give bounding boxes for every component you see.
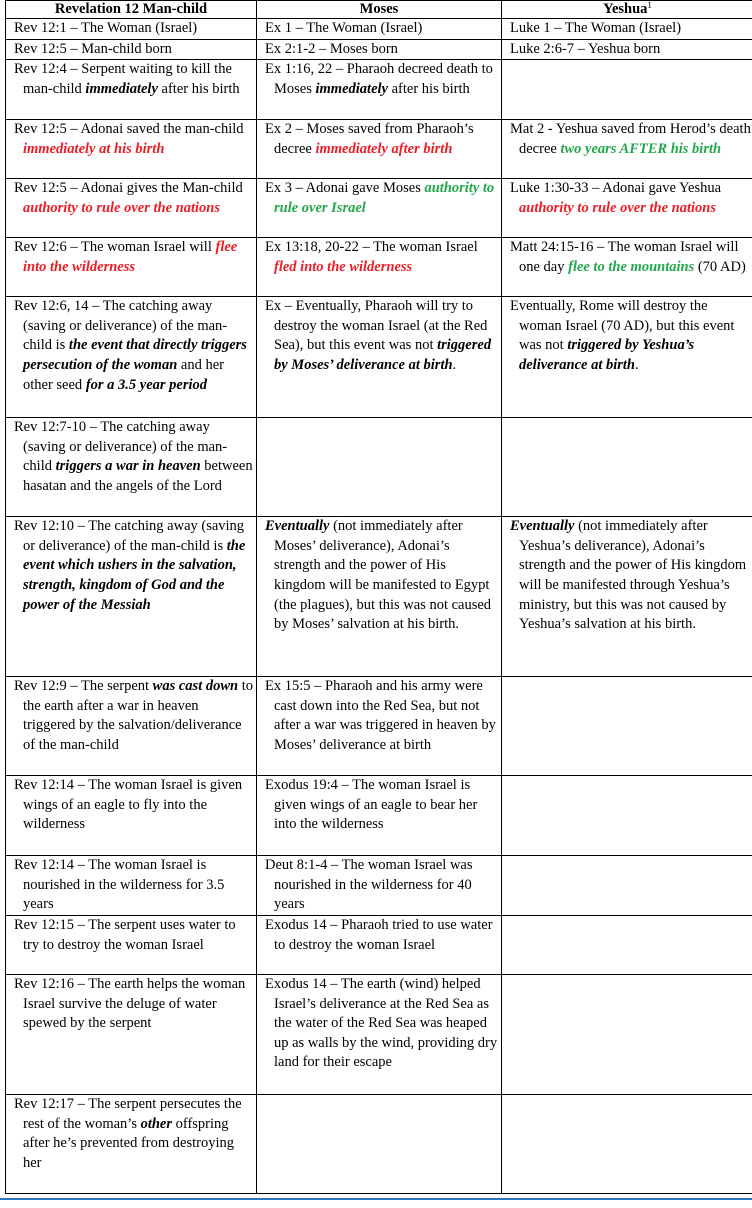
table-body — [6, 19, 752, 1194]
page-bottom-rule — [0, 1198, 752, 1200]
cell-moses — [257, 915, 502, 974]
header-row — [6, 1, 752, 19]
cell-yeshua — [502, 238, 752, 297]
emphasis-text: was cast down — [152, 678, 239, 695]
cell-text: Exodus 14 – The earth (wind) helped Israel’s deliverance at the Red Sea as the water of the Red Sea was heaped up as walls by the wind, providing dry land for their escape — [265, 975, 498, 1071]
emphasis-text: triggered by Yeshua’s deliverance at birth — [519, 337, 695, 373]
cell-moses — [257, 120, 502, 179]
emphasis-text: flee into the wilderness — [23, 239, 238, 275]
cell-text: Exodus 14 – Pharaoh tried to use water to destroy the woman Israel — [265, 916, 493, 953]
cell-yeshua — [502, 915, 752, 974]
emphasis-text: two years AFTER his birth — [560, 140, 722, 157]
cell-text: and her other seed — [23, 356, 224, 393]
cell-revelation — [6, 776, 257, 856]
cell-text: Ex 3 – Adonai gave Moses — [265, 180, 425, 197]
emphasis-text: authority to rule over the nations — [519, 199, 716, 216]
cell-text: Eventually, Rome will destroy the woman Israel (70 AD), but this event was not — [510, 298, 735, 354]
emphasis-text: Eventually — [510, 518, 575, 535]
cell-yeshua — [502, 776, 752, 856]
cell-revelation — [6, 677, 257, 776]
cell-moses — [257, 297, 502, 418]
cell-moses — [257, 39, 502, 60]
emphasis-text: flee to the mountains — [568, 258, 695, 275]
cell-text: after his birth — [157, 80, 240, 97]
cell-text: (not immediately after Moses’ deliverance), Adonai’s strength and the power of His kingdom will be manifested to Egypt (the plagues), but this was not caused by Moses’ salvation at his birth. — [274, 518, 492, 633]
cell-moses — [257, 238, 502, 297]
cell-text: Ex 2 – Moses saved from Pharaoh’s decree — [265, 121, 474, 157]
cell-text: Luke 2:6-7 – Yeshua born — [510, 40, 661, 57]
cell-text: to the earth after a war in heaven triggered by the salvation/deliverance of the man-child — [23, 678, 253, 753]
table-row — [6, 418, 752, 517]
cell-moses — [257, 179, 502, 238]
cell-text: (70 AD) — [694, 258, 746, 275]
cell-text: Ex 13:18, 20-22 – The woman Israel — [265, 239, 478, 256]
table-row — [6, 179, 752, 238]
cell-text: between hasatan and the angels of the Lord — [23, 458, 253, 494]
cell-revelation — [6, 297, 257, 418]
cell-revelation — [6, 179, 257, 238]
header-revelation: Revelation 12 Man-child — [6, 1, 257, 19]
cell-text: after his birth — [387, 80, 470, 97]
cell-text: Ex – Eventually, Pharaoh will try to destroy the woman Israel (at the Red Sea), but this event was not — [265, 298, 488, 354]
table-row — [6, 60, 752, 120]
cell-text: Rev 12:15 – The serpent uses water to try to destroy the woman Israel — [14, 916, 236, 953]
cell-yeshua — [502, 418, 752, 517]
emphasis-text: for a 3.5 year period — [85, 376, 208, 393]
cell-revelation — [6, 915, 257, 974]
emphasis-text: the event that directly triggers persecution of the woman — [23, 337, 247, 373]
table-row — [6, 19, 752, 40]
emphasis-text: immediately — [85, 80, 158, 97]
cell-moses — [257, 776, 502, 856]
emphasis-text: immediately at his birth — [23, 140, 165, 157]
cell-text: Rev 12:17 – The serpent persecutes the rest of the woman’s — [14, 1095, 242, 1132]
cell-revelation — [6, 974, 257, 1094]
cell-revelation — [6, 418, 257, 517]
emphasis-text: authority to rule over Israel — [274, 180, 495, 216]
cell-revelation — [6, 120, 257, 179]
cell-text: Rev 12:5 – Adonai gives the Man-child — [14, 180, 243, 197]
cell-text: Ex 2:1-2 – Moses born — [265, 40, 398, 57]
table-row — [6, 974, 752, 1094]
cell-revelation — [6, 238, 257, 297]
cell-revelation — [6, 19, 257, 40]
comparison-table — [5, 0, 752, 1194]
cell-yeshua — [502, 120, 752, 179]
table-row — [6, 238, 752, 297]
emphasis-text: triggered by Moses’ deliverance at birth — [274, 337, 492, 373]
header-yeshua — [502, 1, 752, 19]
cell-moses — [257, 677, 502, 776]
cell-text: Deut 8:1-4 – The woman Israel was nourished in the wilderness for 40 years — [265, 857, 473, 913]
cell-text: Rev 12:16 – The earth helps the woman Israel survive the deluge of water spewed by the serpent — [14, 975, 246, 1032]
cell-text: (not immediately after Yeshua’s deliverance), Adonai’s strength and the power of His kingdom will be manifested through Yeshua’s ministry, but this was not caused by Yeshua’s salvation at his birth. — [519, 518, 747, 633]
emphasis-text: other — [140, 1115, 173, 1132]
header-yeshua-label: Yeshua — [603, 1, 648, 17]
footnote-marker: 1 — [647, 0, 652, 10]
emphasis-text: fled into the wilderness — [274, 258, 413, 275]
cell-text: Rev 12:7-10 – The catching away (saving or deliverance) of the man-child — [14, 419, 228, 475]
cell-moses — [257, 517, 502, 677]
cell-revelation — [6, 39, 257, 60]
emphasis-text: Eventually — [265, 518, 330, 535]
cell-yeshua — [502, 974, 752, 1094]
cell-text: Rev 12:6 – The woman Israel will — [14, 239, 216, 256]
table-row — [6, 915, 752, 974]
cell-text: . — [635, 356, 639, 373]
cell-text: Rev 12:10 – The catching away (saving or deliverance) of the man-child is — [14, 518, 245, 554]
cell-moses — [257, 1094, 502, 1193]
cell-revelation — [6, 1094, 257, 1193]
cell-text: Ex 1 – The Woman (Israel) — [265, 20, 423, 36]
cell-text: Mat 2 - Yeshua saved from Herod’s death decree — [510, 121, 751, 157]
emphasis-text: authority to rule over the nations — [23, 199, 220, 216]
cell-text: Exodus 19:4 – The woman Israel is given wings of an eagle to bear her into the wilderness — [265, 777, 478, 833]
cell-moses — [257, 19, 502, 40]
cell-revelation — [6, 517, 257, 677]
cell-text: . — [452, 356, 457, 373]
cell-moses — [257, 418, 502, 517]
cell-yeshua — [502, 60, 752, 120]
table-row — [6, 297, 752, 418]
cell-text: Rev 12:14 – The woman Israel is given wings of an eagle to fly into the wilderness — [14, 777, 243, 833]
cell-revelation — [6, 60, 257, 120]
cell-yeshua — [502, 179, 752, 238]
table-row — [6, 517, 752, 677]
cell-text: Rev 12:6, 14 – The catching away (saving or deliverance) of the man-child is — [14, 298, 228, 354]
cell-yeshua — [502, 19, 752, 40]
cell-text: offspring after he’s prevented from destroying her — [23, 1115, 234, 1171]
cell-yeshua — [502, 39, 752, 60]
cell-text: Ex 1:16, 22 – Pharaoh decreed death to Moses — [265, 61, 493, 97]
table-row — [6, 39, 752, 60]
header-moses: Moses — [257, 1, 502, 19]
emphasis-text: triggers a war in heaven — [55, 458, 201, 475]
table-row — [6, 856, 752, 916]
cell-text: Rev 12:4 – Serpent waiting to kill the man-child — [14, 61, 232, 97]
table-row — [6, 1094, 752, 1193]
cell-yeshua — [502, 517, 752, 677]
table-row — [6, 120, 752, 179]
cell-yeshua — [502, 856, 752, 916]
cell-moses — [257, 974, 502, 1094]
emphasis-text: immediately after birth — [315, 140, 453, 157]
cell-text: Matt 24:15-16 – The woman Israel will one day — [510, 239, 739, 275]
cell-yeshua — [502, 677, 752, 776]
cell-yeshua — [502, 297, 752, 418]
emphasis-text: the event which ushers in the salvation, strength, kingdom of God and the power of the Messiah — [23, 537, 246, 613]
table-row — [6, 677, 752, 776]
cell-revelation — [6, 856, 257, 916]
cell-moses — [257, 60, 502, 120]
cell-text: Luke 1:30-33 – Adonai gave Yeshua — [510, 180, 722, 197]
cell-text: Rev 12:9 – The serpent — [14, 678, 153, 695]
cell-yeshua — [502, 1094, 752, 1193]
cell-moses — [257, 856, 502, 916]
table-row — [6, 776, 752, 856]
cell-text: Rev 12:1 – The Woman (Israel) — [14, 20, 198, 36]
cell-text: Rev 12:5 – Man-child born — [14, 40, 172, 57]
emphasis-text: immediately — [315, 80, 388, 97]
cell-text: Luke 1 – The Woman (Israel) — [510, 20, 682, 36]
cell-text: Rev 12:14 – The woman Israel is nourished in the wilderness for 3.5 years — [14, 857, 225, 913]
cell-text: Ex 15:5 – Pharaoh and his army were cast down into the Red Sea, but not after a war was triggered in heaven by Moses’ deliverance at birth — [265, 678, 496, 753]
cell-text: Rev 12:5 – Adonai saved the man-child — [14, 121, 244, 138]
